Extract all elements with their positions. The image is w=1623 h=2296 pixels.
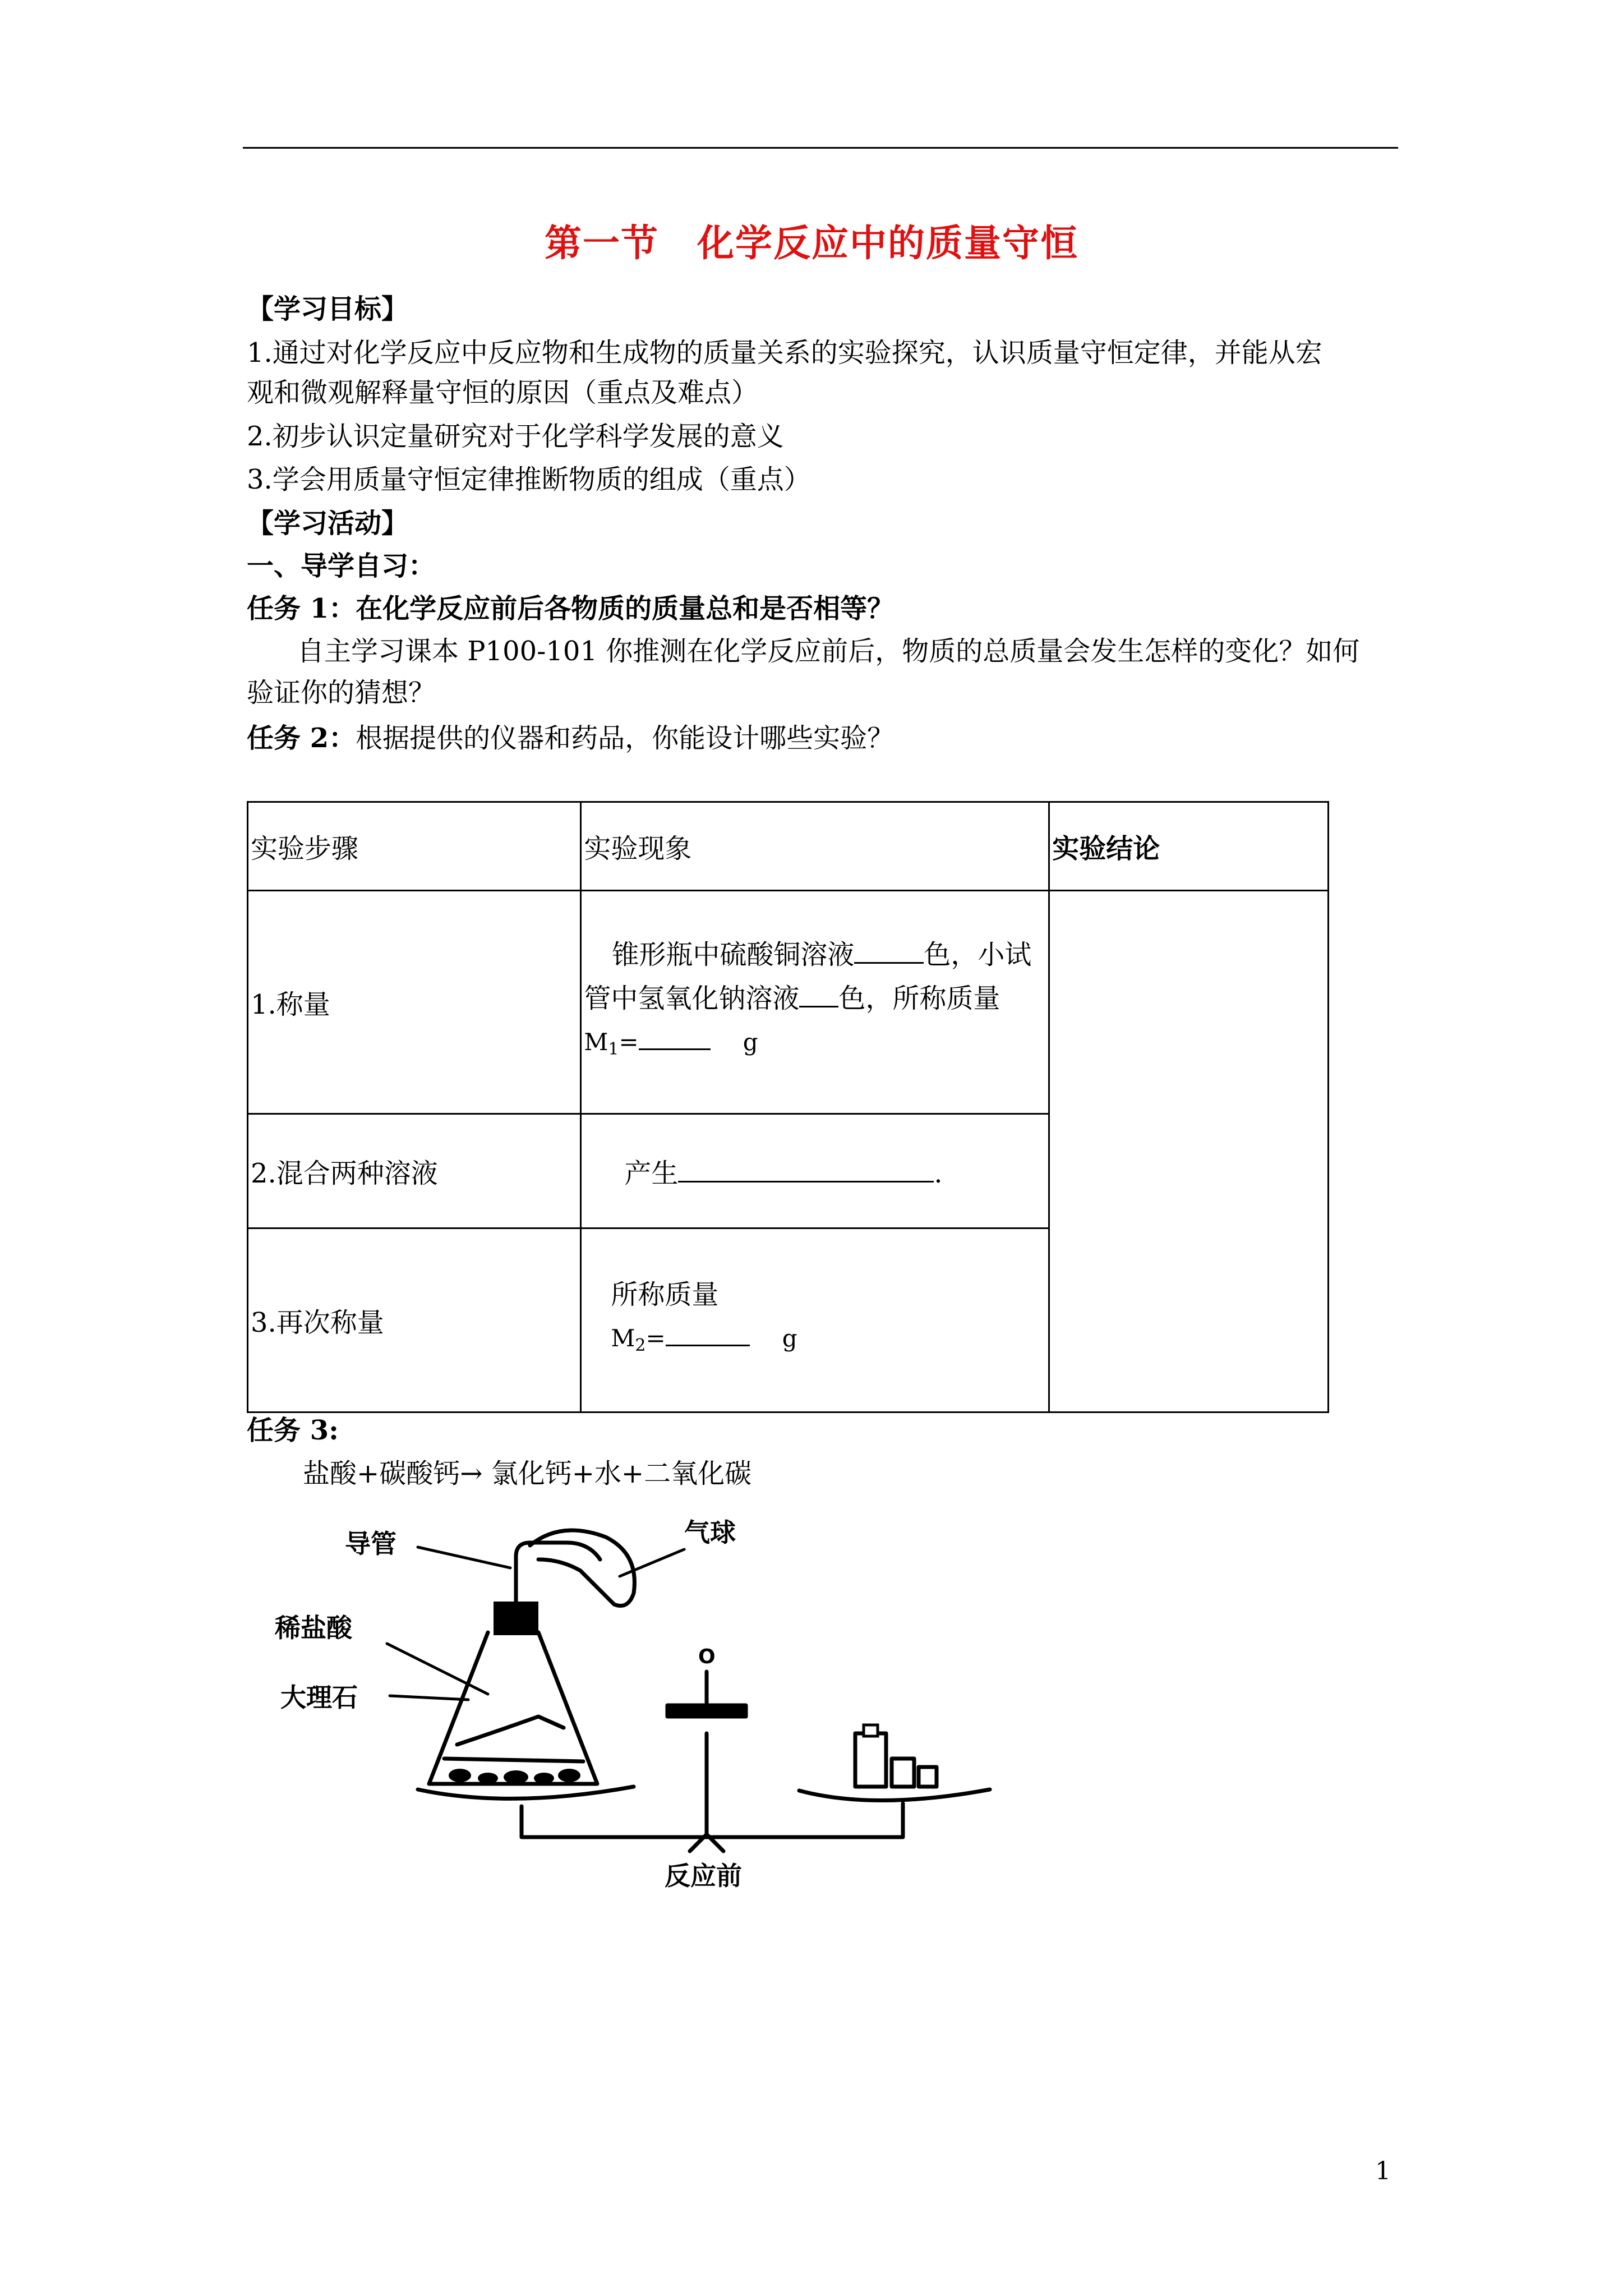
step-cell: 1.称量 [248,891,581,1114]
observation-cell [581,891,1049,1114]
objective-2: 2.初步认识定量研究对于化学科学发展的意义 [247,421,784,452]
task-1-text-line-1: 自主学习课本 P100-101 你推测在化学反应前后，物质的总质量会发生怎样的变化？如何 [297,636,1360,667]
observation-line [584,1152,1048,1190]
mass-line [584,1020,1048,1071]
task-1-title: 任务 1：在化学反应前后各物质的质量总和是否相等？ [247,593,895,624]
objectives-heading: 【学习目标】 [247,293,409,325]
objective-3: 3.学会用质量守恒定律推断物质的组成（重点） [247,464,811,495]
task-2-line [247,716,894,760]
task-2-text: 根据提供的仪器和药品，你能设计哪些实验？ [356,723,895,754]
label-zero: O [698,1645,716,1668]
pointer-line-tube [418,1547,510,1568]
experiment-figure [247,1503,1043,1891]
mass-symbol: M [584,1028,608,1056]
marble-piece [449,1769,471,1782]
beam [522,1803,903,1837]
header-steps: 实验步骤 [248,802,581,891]
label-tube: 导管 [345,1529,396,1559]
weight-medium [892,1759,914,1787]
observation-line: 所称质量 [611,1279,719,1310]
mass-subscript: 1 [608,1039,619,1059]
table-row [248,891,1329,1114]
weight-handle [864,1725,878,1736]
task-3-label: 任务 3: [247,1415,339,1446]
header-rule [243,147,1398,149]
section-heading: 一、导学自习： [247,550,436,582]
observation-line [584,977,1048,1020]
observation-cell [581,1114,1049,1228]
mass-symbol: M [611,1324,635,1352]
liquid-line [444,1759,583,1761]
observation-text: 色，所称质量 [838,983,1000,1014]
pointer-scale [667,1705,746,1717]
objective-1-line-2: 观和微观解释量守恒的原因（重点及难点） [247,377,759,408]
equals-sign: = [619,1028,639,1056]
table-header-row [248,802,1329,891]
tube [516,1543,600,1602]
observation-text: . [934,1158,943,1189]
mass-subscript: 2 [635,1336,646,1355]
label-before-reaction: 反应前 [665,1861,742,1891]
marble-piece [504,1770,528,1784]
label-balloon: 气球 [684,1517,736,1548]
page-number: 1 [1375,2157,1391,2185]
header-conclusion: 实验结论 [1049,802,1329,891]
unit-label: g [782,1324,797,1352]
marble-piece [558,1769,580,1782]
mass-line [584,1317,1048,1368]
observation-text: 锥形瓶中硫酸铜溶液 [612,939,855,970]
label-marble: 大理石 [280,1682,358,1713]
observation-text: 色，小试 [924,939,1032,970]
activities-heading: 【学习活动】 [247,508,409,539]
task-1-text-line-2: 验证你的猜想？ [247,677,436,708]
stopper [494,1602,538,1635]
right-pan [799,1789,990,1801]
label-acid: 稀盐酸 [275,1613,352,1643]
left-pan [418,1787,634,1798]
objective-1-line-1: 1.通过对化学反应中反应物和生成物的质量关系的实验探究，认识质量守恒定律，并能从宏 [247,337,1322,369]
experiment-table [247,801,1329,1413]
step-cell: 2.混合两种溶液 [248,1114,581,1228]
observation-text: 产生 [624,1158,679,1189]
answer-blank[interactable] [678,1156,934,1182]
liquid-line [457,1717,564,1745]
answer-blank[interactable] [854,937,924,964]
conclusion-cell[interactable] [1049,891,1329,1412]
observation-text: 管中氢氧化钠溶液 [584,983,800,1014]
weight-large [855,1733,886,1787]
task-2-label: 任务 2： [247,723,356,754]
unit-label: g [743,1028,758,1056]
weight-small [919,1767,937,1787]
marble-piece [534,1773,554,1784]
header-observation: 实验现象 [581,802,1049,891]
equals-sign: = [645,1324,666,1352]
marble-piece [478,1773,498,1784]
answer-blank[interactable] [799,981,838,1007]
mass-blank[interactable] [639,1024,711,1050]
pointer-line-marble [390,1696,468,1700]
observation-cell [581,1228,1049,1412]
observation-line [584,933,1048,977]
reaction-equation: 盐酸+碳酸钙→ 氯化钙+水+二氧化碳 [303,1458,752,1489]
page-title: 第一节 化学反应中的质量守恒 [545,221,1078,265]
step-cell: 3.再次称量 [248,1228,581,1412]
mass-blank[interactable] [666,1320,750,1346]
